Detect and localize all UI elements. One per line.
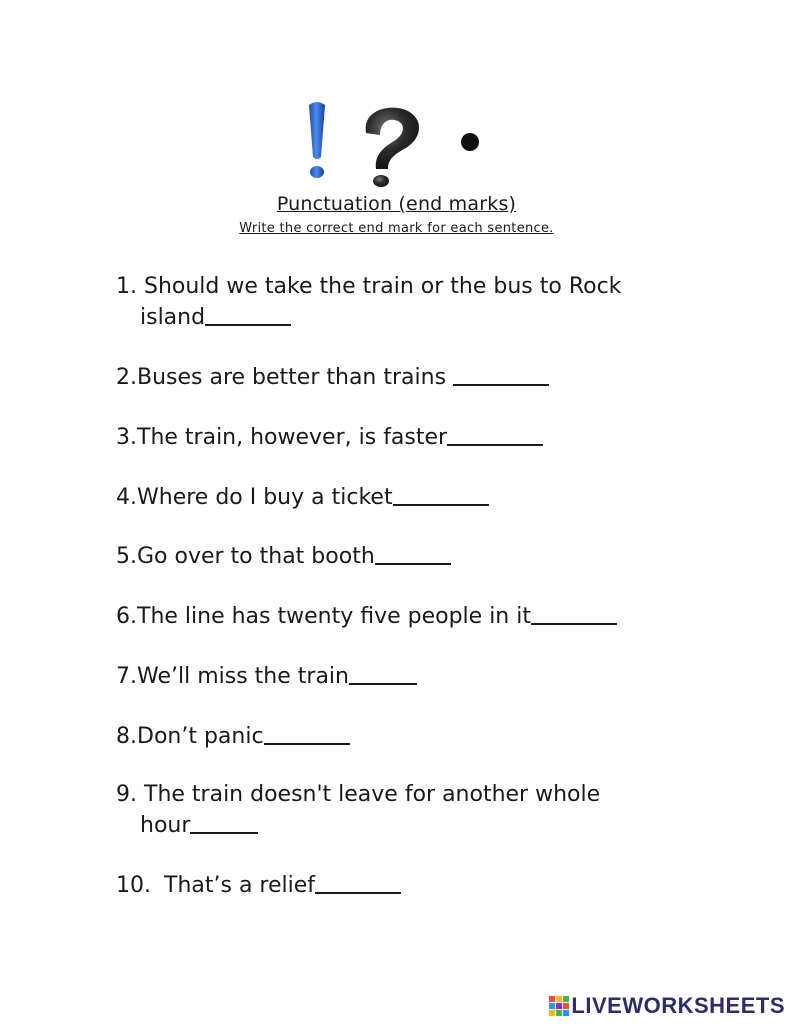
question-text-continued: island bbox=[140, 305, 206, 330]
question-number: 6. bbox=[116, 604, 137, 629]
punctuation-marks-image bbox=[0, 95, 793, 195]
question-text: Should we take the train or the bus to Rock bbox=[144, 274, 622, 299]
question-text: The train doesn't leave for another whole bbox=[144, 782, 601, 807]
question-6 bbox=[116, 601, 617, 632]
question-2 bbox=[116, 362, 549, 393]
question-mark-icon bbox=[366, 108, 419, 187]
worksheet-title: Punctuation (end marks) bbox=[276, 193, 517, 215]
question-text-continued: hour bbox=[140, 813, 191, 838]
answer-blank[interactable] bbox=[349, 661, 417, 685]
period-dot-icon bbox=[461, 133, 479, 151]
question-text: That’s a relief bbox=[164, 873, 316, 898]
question-number: 5. bbox=[116, 544, 137, 569]
answer-blank[interactable] bbox=[531, 601, 617, 625]
exclamation-mark-icon bbox=[309, 102, 325, 178]
answer-blank[interactable] bbox=[447, 422, 543, 446]
question-7 bbox=[116, 661, 417, 692]
question-number: 4. bbox=[116, 485, 137, 510]
question-number: 7. bbox=[116, 664, 137, 689]
question-text: The line has twenty five people in it bbox=[137, 604, 531, 629]
answer-blank[interactable] bbox=[315, 870, 401, 894]
liveworksheets-logo bbox=[549, 994, 785, 1018]
answer-blank[interactable] bbox=[205, 302, 291, 326]
question-text: Go over to that booth bbox=[137, 544, 375, 569]
liveworksheets-logo-icon bbox=[549, 996, 571, 1016]
brand-name: LIVEWORKSHEETS bbox=[571, 993, 785, 1018]
question-number: 8. bbox=[116, 724, 137, 749]
question-text: Where do I buy a ticket bbox=[137, 485, 393, 510]
answer-blank[interactable] bbox=[453, 362, 549, 386]
question-5 bbox=[116, 541, 451, 572]
answer-blank[interactable] bbox=[375, 541, 451, 565]
question-text: The train, however, is faster bbox=[137, 425, 448, 450]
question-number: 1. bbox=[116, 274, 137, 299]
question-9 bbox=[116, 780, 600, 841]
question-number: 9. bbox=[116, 782, 137, 807]
question-4 bbox=[116, 482, 489, 513]
question-8 bbox=[116, 721, 350, 752]
answer-blank[interactable] bbox=[393, 482, 489, 506]
answer-blank[interactable] bbox=[264, 721, 350, 745]
question-number: 3. bbox=[116, 425, 137, 450]
question-1 bbox=[116, 272, 621, 333]
question-number: 10. bbox=[116, 873, 151, 898]
question-text: We’ll miss the train bbox=[137, 664, 349, 689]
question-10 bbox=[116, 870, 401, 901]
answer-blank[interactable] bbox=[190, 810, 258, 834]
question-text: Don’t panic bbox=[137, 724, 264, 749]
question-number: 2. bbox=[116, 365, 137, 390]
worksheet-instructions: Write the correct end mark for each sentence. bbox=[239, 221, 554, 236]
question-3 bbox=[116, 422, 543, 453]
question-text: Buses are better than trains bbox=[137, 365, 454, 390]
